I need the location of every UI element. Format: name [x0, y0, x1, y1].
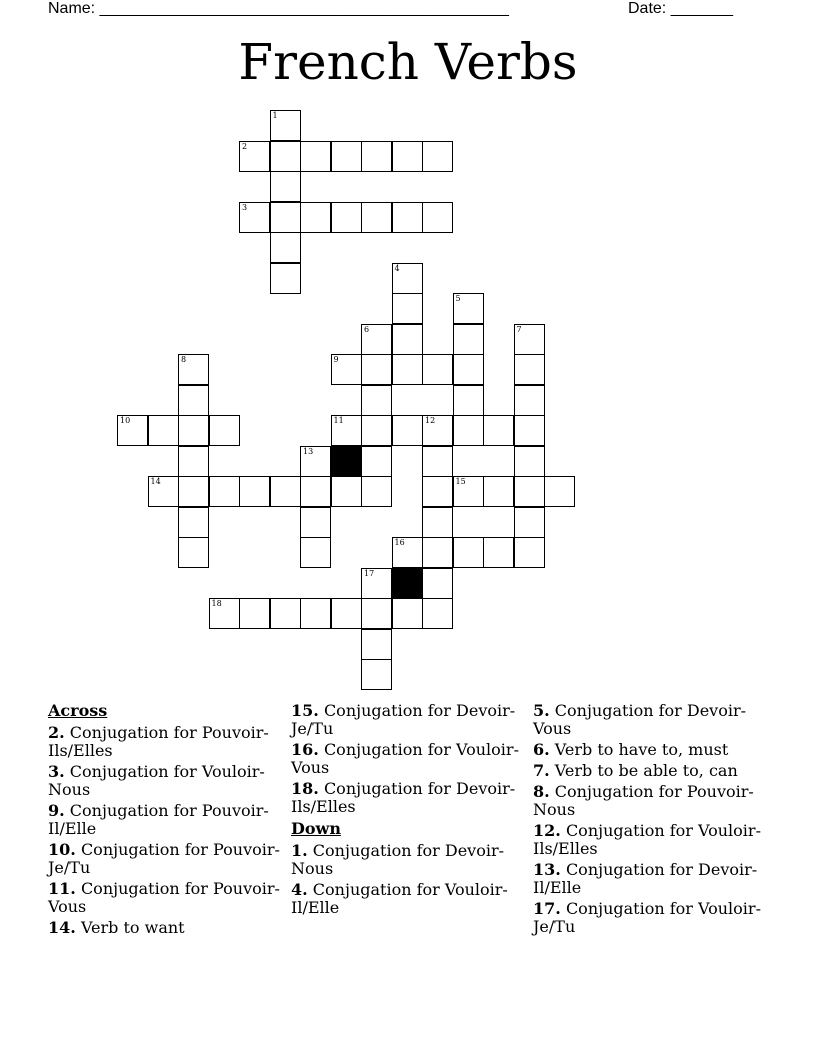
clue-text: Conjugation for Pouvoir- Nous — [533, 782, 754, 819]
clue-text: Conjugation for Devoir- Nous — [291, 841, 505, 878]
crossword-cell[interactable] — [422, 507, 453, 538]
clue-down — [291, 842, 526, 878]
crossword-cell[interactable] — [178, 385, 209, 416]
crossword-cell[interactable] — [178, 537, 209, 568]
crossword-cell[interactable] — [270, 141, 301, 172]
crossword-cell[interactable] — [331, 476, 362, 507]
crossword-cell[interactable] — [422, 415, 453, 446]
clue-num: 16. — [291, 740, 319, 759]
clue-across — [48, 802, 283, 838]
clue-number: 17 — [364, 568, 375, 578]
clue-num: 8. — [533, 782, 550, 801]
clue-number: 9 — [333, 355, 339, 364]
crossword-cell[interactable] — [239, 141, 270, 172]
crossword-cell[interactable] — [453, 354, 484, 385]
clue-num: 15. — [291, 701, 319, 720]
down-heading: Down — [291, 819, 341, 838]
clue-num: 9. — [48, 801, 65, 820]
clue-text: Conjugation for Vouloir- Nous — [48, 762, 265, 799]
crossword-cell[interactable] — [300, 446, 331, 477]
crossword-cell[interactable] — [453, 385, 484, 416]
clue-text: Verb to have to, must — [554, 740, 729, 759]
crossword-cell[interactable] — [270, 232, 301, 263]
crossword-cell[interactable] — [270, 476, 301, 507]
crossword-cell[interactable] — [331, 598, 362, 629]
crossword-cell[interactable] — [422, 568, 453, 599]
crossword-cell[interactable] — [392, 293, 423, 324]
clue-down — [533, 762, 768, 780]
crossword-cell[interactable] — [422, 598, 453, 629]
clue-number: 4 — [394, 263, 400, 273]
crossword-cell[interactable] — [331, 202, 362, 233]
clue-number: 18 — [211, 599, 222, 608]
clue-text: Conjugation for Pouvoir- Il/Elle — [48, 801, 269, 838]
clue-num: 7. — [533, 761, 550, 780]
clue-down — [533, 783, 768, 819]
crossword-cell[interactable] — [422, 354, 453, 385]
crossword-cell[interactable] — [422, 202, 453, 233]
crossword-cell[interactable] — [544, 476, 575, 507]
crossword-cell[interactable] — [300, 537, 331, 568]
crossword-cell[interactable] — [483, 537, 514, 568]
date-field-label[interactable]: Date: _______ — [628, 0, 733, 17]
crossword-cell[interactable] — [361, 354, 392, 385]
clue-num: 10. — [48, 840, 76, 859]
clue-number: 6 — [364, 324, 370, 334]
crossword-cell[interactable] — [300, 507, 331, 538]
crossword-cell[interactable] — [514, 476, 545, 507]
crossword-cell[interactable] — [361, 568, 392, 599]
clue-number: 5 — [455, 294, 461, 303]
crossword-cell[interactable] — [148, 415, 179, 446]
crossword-cell[interactable] — [178, 507, 209, 538]
crossword-cell[interactable] — [392, 598, 423, 629]
clue-number: 7 — [516, 324, 522, 334]
crossword-cell[interactable] — [331, 354, 362, 385]
clue-num: 5. — [533, 701, 550, 720]
crossword-cell[interactable] — [483, 476, 514, 507]
clue-across — [48, 724, 283, 760]
crossword-cell[interactable] — [453, 476, 484, 507]
crossword-cell[interactable] — [300, 476, 331, 507]
clue-number: 16 — [394, 538, 405, 547]
clue-column-2 — [291, 702, 526, 920]
crossword-cell[interactable] — [239, 202, 270, 233]
crossword-cell[interactable] — [422, 476, 453, 507]
clue-across — [48, 763, 283, 799]
crossword-black-cell — [331, 446, 362, 477]
crossword-cell[interactable] — [331, 141, 362, 172]
crossword-cell[interactable] — [361, 202, 392, 233]
crossword-cell[interactable] — [270, 110, 301, 141]
clue-number: 11 — [333, 416, 344, 425]
crossword-cell[interactable] — [209, 598, 240, 629]
name-field-label[interactable]: Name: ______________________________________________ — [48, 0, 509, 17]
crossword-cell[interactable] — [422, 537, 453, 568]
crossword-cell[interactable] — [300, 598, 331, 629]
crossword-cell[interactable] — [514, 385, 545, 416]
clue-column-1 — [48, 702, 283, 940]
crossword-cell[interactable] — [514, 354, 545, 385]
crossword-cell[interactable] — [361, 415, 392, 446]
crossword-cell[interactable] — [270, 171, 301, 202]
crossword-cell[interactable] — [178, 415, 209, 446]
crossword-cell[interactable] — [453, 293, 484, 324]
crossword-cell[interactable] — [361, 141, 392, 172]
crossword-cell[interactable] — [178, 446, 209, 477]
clue-text: Conjugation for Pouvoir- Ils/Elles — [48, 723, 269, 760]
crossword-cell[interactable] — [422, 141, 453, 172]
crossword-cell[interactable] — [270, 598, 301, 629]
clue-num: 12. — [533, 821, 561, 840]
clue-text: Conjugation for Devoir- Je/Tu — [291, 701, 516, 738]
crossword-cell[interactable] — [422, 446, 453, 477]
clue-number: 3 — [242, 202, 248, 212]
crossword-cell[interactable] — [270, 263, 301, 294]
crossword-cell[interactable] — [270, 202, 301, 233]
crossword-cell[interactable] — [514, 537, 545, 568]
clue-text: Conjugation for Devoir- Vous — [533, 701, 747, 738]
clue-num: 11. — [48, 879, 76, 898]
crossword-cell[interactable] — [392, 141, 423, 172]
crossword-cell[interactable] — [239, 598, 270, 629]
clue-text: Verb to be able to, can — [554, 761, 738, 780]
crossword-cell[interactable] — [300, 202, 331, 233]
crossword-cell[interactable] — [361, 324, 392, 355]
crossword-cell[interactable] — [300, 141, 331, 172]
clue-num: 6. — [533, 740, 550, 759]
clue-number: 15 — [455, 477, 466, 486]
crossword-cell[interactable] — [178, 354, 209, 385]
crossword-cell[interactable] — [392, 324, 423, 355]
clue-num: 1. — [291, 841, 308, 860]
clue-num: 17. — [533, 899, 561, 918]
crossword-cell[interactable] — [514, 415, 545, 446]
clue-number: 2 — [242, 141, 248, 151]
clue-text: Conjugation for Devoir- Ils/Elles — [291, 779, 516, 816]
crossword-cell[interactable] — [392, 263, 423, 294]
clue-num: 2. — [48, 723, 65, 742]
clue-text: Verb to want — [80, 918, 185, 937]
crossword-cell[interactable] — [239, 476, 270, 507]
clue-text: Conjugation for Vouloir- Je/Tu — [533, 899, 761, 936]
clue-text: Conjugation for Vouloir- Vous — [291, 740, 519, 777]
clue-across — [291, 702, 526, 738]
clue-num: 18. — [291, 779, 319, 798]
crossword-cell[interactable] — [392, 202, 423, 233]
clue-across — [48, 880, 283, 916]
clue-across — [48, 841, 283, 877]
crossword-cell[interactable] — [361, 385, 392, 416]
clue-down — [533, 900, 768, 936]
clue-down — [533, 741, 768, 759]
crossword-cell[interactable] — [514, 507, 545, 538]
clue-down — [533, 861, 768, 897]
crossword-cell[interactable] — [209, 415, 240, 446]
crossword-cell[interactable] — [361, 446, 392, 477]
clue-text: Conjugation for Devoir- Il/Elle — [533, 860, 758, 897]
clue-num: 13. — [533, 860, 561, 879]
clue-number: 8 — [181, 355, 187, 364]
across-heading: Across — [48, 701, 108, 720]
crossword-cell[interactable] — [453, 537, 484, 568]
crossword-cell[interactable] — [392, 354, 423, 385]
crossword-cell[interactable] — [483, 415, 514, 446]
clue-column-3 — [533, 702, 768, 939]
clue-num: 3. — [48, 762, 65, 781]
clue-text: Conjugation for Vouloir- Ils/Elles — [533, 821, 761, 858]
clue-number: 13 — [303, 446, 314, 456]
crossword-cell[interactable] — [453, 415, 484, 446]
crossword-cell[interactable] — [392, 537, 423, 568]
clue-across — [291, 741, 526, 777]
crossword-cell[interactable] — [148, 476, 179, 507]
clue-text: Conjugation for Pouvoir- Vous — [48, 879, 280, 916]
crossword-cell[interactable] — [453, 324, 484, 355]
crossword-cell[interactable] — [178, 476, 209, 507]
crossword-cell[interactable] — [361, 659, 392, 690]
crossword-cell[interactable] — [514, 324, 545, 355]
crossword-cell[interactable] — [117, 415, 148, 446]
clue-down — [291, 881, 526, 917]
clue-text: Conjugation for Pouvoir- Je/Tu — [48, 840, 280, 877]
clue-num: 14. — [48, 918, 76, 937]
clue-text: Conjugation for Vouloir- Il/Elle — [291, 880, 508, 917]
crossword-cell[interactable] — [209, 476, 240, 507]
clue-down — [533, 822, 768, 858]
clue-across — [291, 780, 526, 816]
crossword-cell[interactable] — [361, 476, 392, 507]
crossword-black-cell — [392, 568, 423, 599]
crossword-cell[interactable] — [331, 415, 362, 446]
page-title: French Verbs — [238, 33, 578, 91]
clue-number: 12 — [425, 416, 436, 425]
clue-number: 10 — [120, 416, 131, 425]
crossword-cell[interactable] — [361, 598, 392, 629]
clue-number: 14 — [150, 477, 161, 486]
clue-across — [48, 919, 283, 937]
clue-down — [533, 702, 768, 738]
crossword-cell[interactable] — [361, 629, 392, 660]
crossword-cell[interactable] — [392, 415, 423, 446]
crossword-cell[interactable] — [514, 446, 545, 477]
clue-number: 1 — [272, 111, 278, 120]
clue-num: 4. — [291, 880, 308, 899]
